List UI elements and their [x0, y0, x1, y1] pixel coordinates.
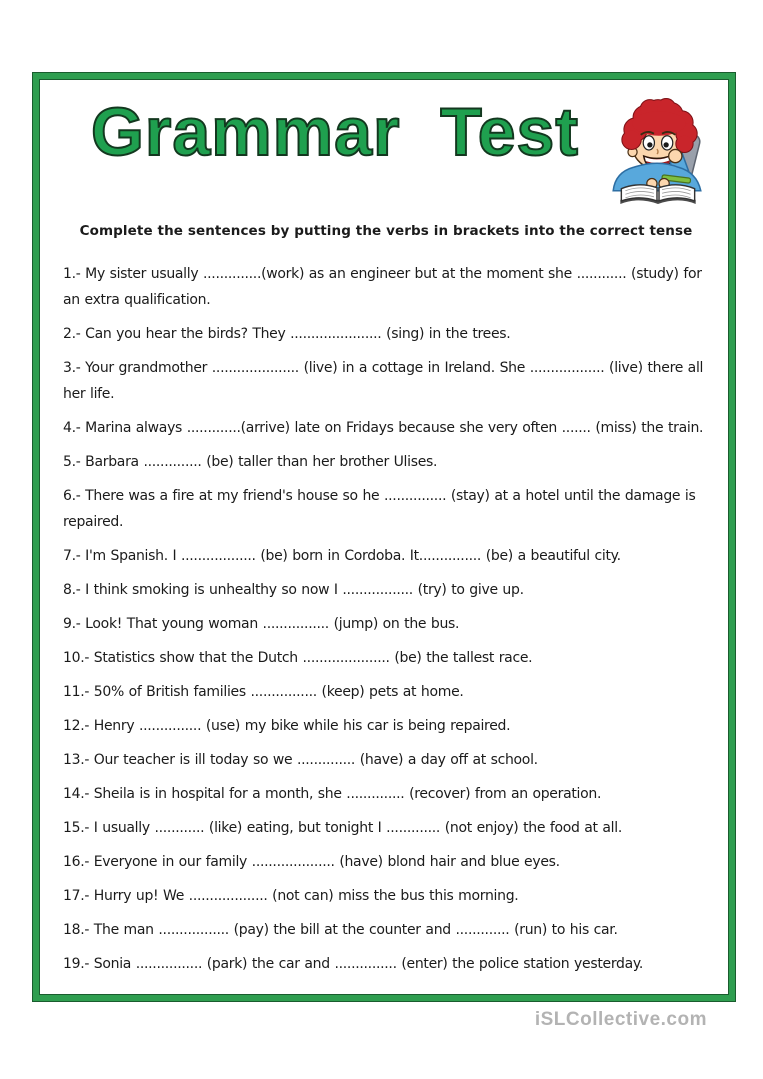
sentence-list [63, 261, 709, 977]
boy-reading-book-illustration [607, 95, 709, 207]
worksheet-border-frame [33, 73, 735, 1001]
sentence-item-7: 7.- I'm Spanish. I .................. (be) born in Cordoba. It............... (be) a beautiful city. [63, 548, 621, 564]
sentence-item-18: 18.- The man ................. (pay) the bill at the counter and ............. (run) to his car. [63, 922, 618, 938]
sentence-item-4: 4.- Marina always .............(arrive) late on Fridays because she very often ....... (miss) the train. [63, 420, 704, 436]
sentence-item-8: 8.- I think smoking is unhealthy so now I ................. (try) to give up. [63, 582, 524, 598]
sentence-item-3: 3.- Your grandmother ..................... (live) in a cottage in Ireland. She .................. (live) there all her life. [63, 360, 704, 402]
worksheet-content [39, 79, 729, 995]
sentence-item-19: 19.- Sonia ................ (park) the car and ............... (enter) the police station yesterday. [63, 956, 644, 972]
sentence-item-5: 5.- Barbara .............. (be) taller than her brother Ulises. [63, 454, 438, 470]
sentence-item-2: 2.- Can you hear the birds? They ...................... (sing) in the trees. [63, 326, 511, 342]
sentence-item-15: 15.- I usually ............ (like) eating, but tonight I ............. (not enjoy) the food at all. [63, 820, 622, 836]
instruction-text: Complete the sentences by putting the verbs in brackets into the correct tense [79, 223, 693, 239]
sentence-item-14: 14.- Sheila is in hospital for a month, she .............. (recover) from an operation. [63, 786, 602, 802]
sentence-item-11: 11.- 50% of British families ................ (keep) pets at home. [63, 684, 464, 700]
worksheet-title: Grammar Test [91, 94, 579, 170]
sentence-item-17: 17.- Hurry up! We ................... (not can) miss the bus this morning. [63, 888, 519, 904]
sentence-item-6: 6.- There was a fire at my friend's house so he ............... (stay) at a hotel until the damage is repaired. [63, 488, 696, 530]
sentence-item-10: 10.- Statistics show that the Dutch ..................... (be) the tallest race. [63, 650, 533, 666]
worksheet-header [63, 89, 709, 217]
islcollective-watermark: iSLCollective.com [534, 1009, 707, 1030]
sentence-item-13: 13.- Our teacher is ill today so we .............. (have) a day off at school. [63, 752, 538, 768]
sentence-item-9: 9.- Look! That young woman ................ (jump) on the bus. [63, 616, 460, 632]
sentence-item-16: 16.- Everyone in our family .................... (have) blond hair and blue eyes. [63, 854, 560, 870]
sentence-item-1: 1.- My sister usually ..............(work) as an engineer but at the moment she ............ (study) for an extra qualification. [63, 266, 702, 308]
sentence-item-12: 12.- Henry ............... (use) my bike while his car is being repaired. [63, 718, 511, 734]
